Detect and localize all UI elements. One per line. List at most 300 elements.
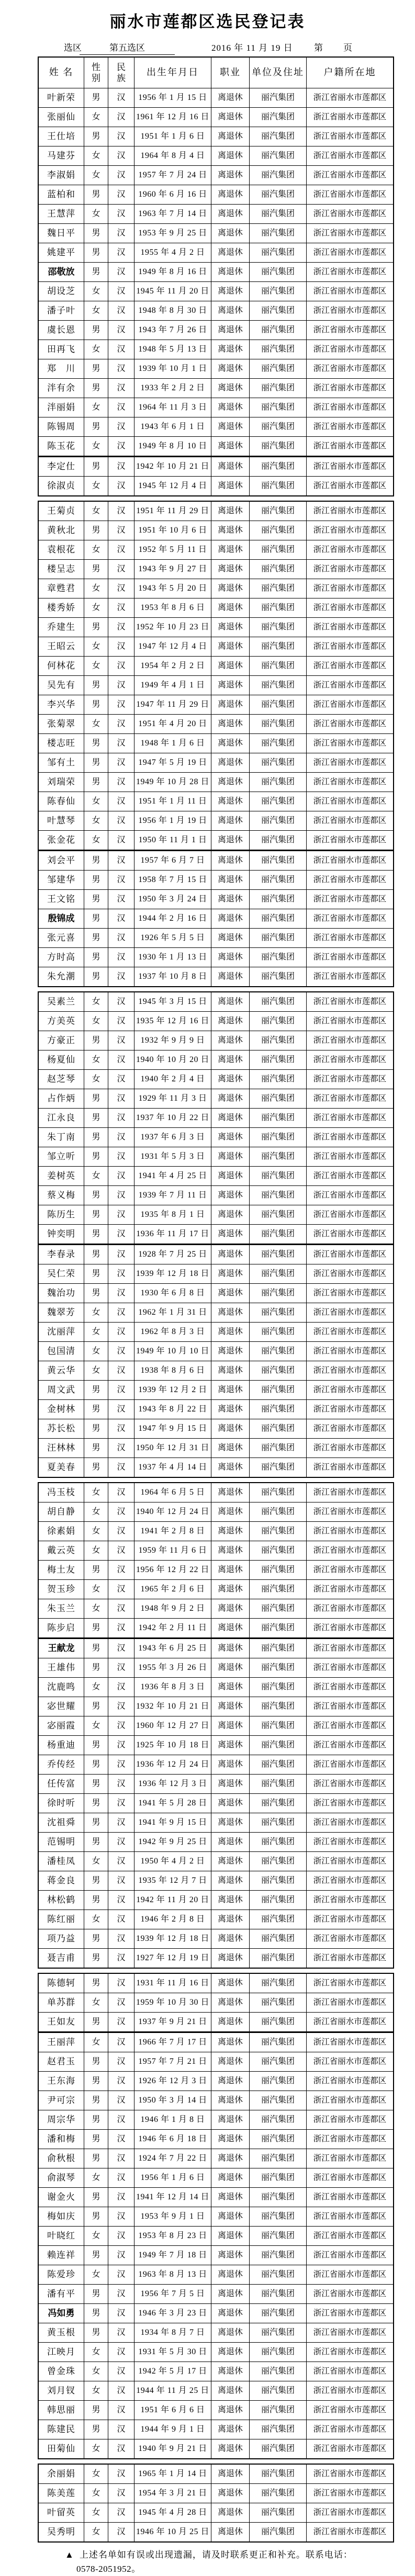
name-cell: 王慧萍 [39, 205, 84, 223]
gender-cell: 女 [84, 1522, 108, 1541]
unit-cell: 丽汽集团 [250, 185, 307, 204]
occupation-cell: 离退休 [211, 166, 250, 185]
row-group [39, 2465, 393, 2541]
gender-cell: 男 [84, 1128, 108, 1147]
ethnicity-cell: 汉 [108, 1813, 134, 1832]
occupation-cell: 离退休 [211, 2323, 250, 2342]
table-row [39, 320, 393, 340]
ethnicity-cell: 汉 [108, 205, 134, 223]
gender-cell: 男 [84, 1949, 108, 1968]
occupation-cell: 离退休 [211, 2265, 250, 2284]
unit-cell: 丽汽集团 [250, 1012, 307, 1031]
unit-cell: 丽汽集团 [250, 2323, 307, 2342]
dob-cell: 1942 年 10 月 21 日 [134, 457, 211, 476]
dob-cell: 1949 年 10 月 10 日 [134, 1342, 211, 1361]
unit-cell: 丽汽集团 [250, 2381, 307, 2400]
ethnicity-cell: 汉 [108, 715, 134, 733]
table-row [39, 2071, 393, 2091]
name-cell: 何林花 [39, 657, 84, 675]
ethnicity-cell: 汉 [108, 1439, 134, 1458]
table-row [39, 617, 393, 637]
residence-cell: 浙江省丽水市莲都区 [313, 1133, 387, 1142]
residence-cell: 浙江省丽水市莲都区 [313, 856, 387, 865]
ethnicity-cell: 汉 [108, 792, 134, 811]
residence-cell: 浙江省丽水市莲都区 [313, 1799, 387, 1808]
dob-cell: 1955 年 3 月 26 日 [134, 1658, 211, 1677]
name-cell: 姚建平 [39, 243, 84, 262]
dob-cell: 1941 年 12 月 14 日 [134, 2188, 211, 2207]
occupation-cell: 离退休 [211, 715, 250, 733]
name-cell: 方豪正 [39, 1031, 84, 1050]
table-row [39, 2226, 393, 2245]
table-row [39, 2110, 393, 2129]
name-cell: 郑 川 [39, 359, 84, 378]
ethnicity-cell: 汉 [108, 871, 134, 889]
gender-cell: 男 [84, 1929, 108, 1948]
unit-cell: 丽汽集团 [250, 1522, 307, 1541]
name-cell: 李春录 [39, 1245, 84, 1264]
table-row [39, 1205, 393, 1224]
dob-cell: 1951 年 1 月 6 日 [134, 127, 211, 146]
occupation-cell: 离退休 [211, 1929, 250, 1948]
residence-cell: 浙江省丽水市莲都区 [313, 267, 387, 277]
ethnicity-cell: 汉 [108, 890, 134, 909]
gender-cell: 男 [84, 1561, 108, 1579]
header-ethnicity [108, 58, 134, 88]
row-group [39, 2031, 393, 2458]
gender-cell: 男 [84, 1794, 108, 1813]
unit-cell: 丽汽集团 [250, 2285, 307, 2303]
gender-cell: 女 [84, 477, 108, 495]
gender-cell: 女 [84, 637, 108, 656]
residence-cell: 浙江省丽水市莲都区 [313, 1760, 387, 1769]
gender-cell: 男 [84, 2091, 108, 2110]
ethnicity-cell: 汉 [108, 1716, 134, 1735]
gender-cell: 男 [84, 127, 108, 146]
residence-cell: 浙江省丽水市莲都区 [313, 422, 387, 432]
table-row [39, 714, 393, 733]
table-header-row [39, 58, 393, 88]
name-cell: 俞秋根 [39, 2149, 84, 2168]
gender-cell: 女 [84, 502, 108, 521]
occupation-cell: 离退休 [211, 1852, 250, 1871]
occupation-cell: 离退休 [211, 502, 250, 521]
name-cell: 马建芬 [39, 146, 84, 165]
header-residence: 户籍所在地 [323, 67, 376, 78]
table-row [39, 1599, 393, 1618]
ethnicity-cell: 汉 [108, 2168, 134, 2187]
dob-cell: 1934 年 8 月 7 日 [134, 2323, 211, 2342]
table-row [39, 1541, 393, 1560]
ethnicity-cell: 汉 [108, 243, 134, 262]
ethnicity-cell: 汉 [108, 773, 134, 792]
ethnicity-cell: 汉 [108, 2381, 134, 2400]
ethnicity-cell: 汉 [108, 146, 134, 165]
table-row [39, 2091, 393, 2110]
occupation-cell: 离退休 [211, 1147, 250, 1166]
unit-cell: 丽汽集团 [250, 2246, 307, 2265]
residence-cell: 浙江省丽水市莲都区 [313, 895, 387, 904]
unit-cell: 丽汽集团 [250, 676, 307, 695]
occupation-cell: 离退休 [211, 598, 250, 617]
ethnicity-cell: 汉 [108, 1342, 134, 1361]
occupation-cell: 离退休 [211, 1070, 250, 1089]
name-cell: 聂吉甫 [39, 1949, 84, 1968]
occupation-cell: 离退休 [211, 1580, 250, 1599]
gender-cell: 女 [84, 2033, 108, 2052]
table-section-4 [38, 1482, 394, 1969]
gender-cell: 男 [84, 321, 108, 340]
occupation-cell: 离退休 [211, 1522, 250, 1541]
table-row [39, 870, 393, 889]
ethnicity-cell: 汉 [108, 1639, 134, 1658]
occupation-cell: 离退休 [211, 773, 250, 792]
dob-cell: 1953 年 9 月 1 日 [134, 2207, 211, 2226]
dob-cell: 1965 年 2 月 6 日 [134, 1580, 211, 1599]
residence-cell: 浙江省丽水市莲都区 [313, 2309, 387, 2318]
gender-cell: 男 [84, 1284, 108, 1303]
occupation-cell: 离退休 [211, 1323, 250, 1341]
unit-cell: 丽汽集团 [250, 2130, 307, 2149]
ethnicity-cell: 汉 [108, 1245, 134, 1264]
name-cell: 冯如勇 [39, 2304, 84, 2323]
gender-cell: 男 [84, 379, 108, 398]
occupation-cell: 离退休 [211, 2168, 250, 2187]
occupation-cell: 离退休 [211, 1775, 250, 1793]
dob-cell: 1956 年 12 月 22 日 [134, 1561, 211, 1579]
table-row [39, 2342, 393, 2362]
residence-cell: 浙江省丽水市莲都区 [313, 953, 387, 962]
gender-cell: 男 [84, 1974, 108, 1993]
name-cell: 钟奕明 [39, 1225, 84, 1244]
residence-cell: 浙江省丽水市莲都区 [313, 325, 387, 335]
dob-cell: 1960 年 6 月 16 日 [134, 185, 211, 204]
dob-cell: 1945 年 4 月 28 日 [134, 2503, 211, 2522]
name-cell: 魏治功 [39, 1284, 84, 1303]
name-cell: 陈建民 [39, 2420, 84, 2439]
ethnicity-cell: 汉 [108, 753, 134, 772]
unit-cell: 丽汽集团 [250, 417, 307, 436]
unit-cell: 丽汽集团 [250, 2265, 307, 2284]
name-cell: 陈德轲 [39, 1974, 84, 1993]
table-row [39, 1166, 393, 1185]
residence-cell: 浙江省丽水市莲都区 [313, 2057, 387, 2066]
occupation-cell: 离退休 [211, 1361, 250, 1380]
dob-cell: 1966 年 7 月 17 日 [134, 2033, 211, 2052]
name-cell: 王丽萍 [39, 2033, 84, 2052]
table-row [39, 1483, 393, 1502]
occupation-cell: 离退休 [211, 1128, 250, 1147]
gender-cell: 男 [84, 618, 108, 637]
residence-cell: 浙江省丽水市莲都区 [313, 2444, 387, 2454]
unit-cell: 丽汽集团 [250, 1323, 307, 1341]
name-cell: 陈美莲 [39, 2484, 84, 2503]
occupation-cell: 离退休 [211, 695, 250, 714]
unit-cell: 丽汽集团 [250, 2304, 307, 2323]
table-row [39, 1224, 393, 1244]
dob-cell: 1939 年 12 月 18 日 [134, 1929, 211, 1948]
name-cell: 徐素娟 [39, 1522, 84, 1541]
occupation-cell: 离退休 [211, 88, 250, 107]
occupation-cell: 离退休 [211, 2523, 250, 2541]
name-cell: 潘和梅 [39, 2130, 84, 2149]
name-cell: 邵敬放 [39, 263, 84, 281]
table-row [39, 2033, 393, 2052]
table-row [39, 830, 393, 850]
residence-cell: 浙江省丽水市莲都区 [313, 2038, 387, 2047]
unit-cell: 丽汽集团 [250, 1658, 307, 1677]
gender-cell: 女 [84, 992, 108, 1011]
dob-cell: 1942 年 5 月 17 日 [134, 2362, 211, 2381]
gender-cell: 男 [84, 263, 108, 281]
occupation-cell: 离退休 [211, 1031, 250, 1050]
gender-cell: 女 [84, 205, 108, 223]
name-cell: 田再飞 [39, 340, 84, 359]
dob-cell: 1932 年 9 月 9 日 [134, 1031, 211, 1050]
residence-cell: 浙江省丽水市莲都区 [313, 2115, 387, 2125]
residence-cell: 浙江省丽水市莲都区 [313, 1857, 387, 1866]
name-cell: 泮有余 [39, 379, 84, 398]
ethnicity-cell: 汉 [108, 1147, 134, 1166]
gender-cell: 男 [84, 1871, 108, 1890]
residence-cell: 浙江省丽水市莲都区 [313, 248, 387, 257]
name-cell: 蓝柏和 [39, 185, 84, 204]
page-number-prefix: 第 [314, 43, 323, 53]
unit-cell: 丽汽集团 [250, 1794, 307, 1813]
occupation-cell: 离退休 [211, 521, 250, 540]
gender-cell: 男 [84, 851, 108, 870]
table-row [39, 502, 393, 521]
gender-cell: 女 [84, 2381, 108, 2400]
name-cell: 李定仕 [39, 457, 84, 476]
unit-cell: 丽汽集团 [250, 1736, 307, 1755]
name-cell: 项乃益 [39, 1929, 84, 1948]
residence-cell: 浙江省丽水市莲都区 [313, 1152, 387, 1161]
unit-cell: 丽汽集团 [250, 1070, 307, 1089]
occupation-cell: 离退休 [211, 2227, 250, 2245]
gender-cell: 男 [84, 2072, 108, 2091]
name-cell: 夏美春 [39, 1458, 84, 1477]
residence-cell: 浙江省丽水市莲都区 [313, 545, 387, 555]
gender-cell: 男 [84, 1458, 108, 1477]
gender-cell: 男 [84, 2149, 108, 2168]
gender-cell: 女 [84, 1599, 108, 1618]
residence-cell: 浙江省丽水市莲都区 [313, 1171, 387, 1181]
unit-cell: 丽汽集团 [250, 2033, 307, 2052]
occupation-cell: 离退休 [211, 1245, 250, 1264]
occupation-cell: 离退休 [211, 2207, 250, 2226]
table-row [39, 1380, 393, 1399]
unit-cell: 丽汽集团 [250, 871, 307, 889]
occupation-cell: 离退休 [211, 1303, 250, 1322]
dob-cell: 1953 年 9 月 25 日 [134, 224, 211, 243]
residence-cell: 浙江省丽水市莲都区 [313, 1644, 387, 1653]
gender-cell: 男 [84, 2052, 108, 2071]
occupation-cell: 离退休 [211, 1205, 250, 1224]
residence-cell: 浙江省丽水市莲都区 [313, 584, 387, 593]
unit-cell: 丽汽集团 [250, 1205, 307, 1224]
table-row [39, 2503, 393, 2522]
gender-cell: 男 [84, 2323, 108, 2342]
dob-cell: 1945 年 3 月 15 日 [134, 992, 211, 1011]
gender-cell: 男 [84, 1109, 108, 1127]
table-row [39, 579, 393, 598]
residence-cell: 浙江省丽水市莲都区 [313, 1837, 387, 1847]
dob-cell: 1942 年 9 月 25 日 [134, 1833, 211, 1851]
dob-cell: 1942 年 11 月 20 日 [134, 1891, 211, 1910]
ethnicity-cell: 汉 [108, 1910, 134, 1929]
dob-cell: 1962 年 8 月 3 日 [134, 1323, 211, 1341]
residence-cell: 浙江省丽水市莲都区 [313, 835, 387, 845]
table-row [39, 2400, 393, 2420]
ethnicity-cell: 汉 [108, 1361, 134, 1380]
ethnicity-cell: 汉 [108, 851, 134, 870]
table-row [39, 398, 393, 417]
gender-cell: 女 [84, 437, 108, 456]
occupation-cell: 离退休 [211, 1541, 250, 1560]
unit-cell: 丽汽集团 [250, 1993, 307, 2012]
ethnicity-cell: 汉 [108, 263, 134, 281]
ethnicity-cell: 汉 [108, 1186, 134, 1205]
occupation-cell: 离退休 [211, 734, 250, 753]
dob-cell: 1940 年 12 月 24 日 [134, 1502, 211, 1521]
table-row [39, 1948, 393, 1968]
ethnicity-cell: 汉 [108, 1458, 134, 1477]
dob-cell: 1955 年 4 月 2 日 [134, 243, 211, 262]
unit-cell: 丽汽集团 [250, 301, 307, 320]
name-cell: 胡设芝 [39, 282, 84, 301]
gender-cell: 女 [84, 1716, 108, 1735]
name-cell: 范锡明 [39, 1833, 84, 1851]
unit-cell: 丽汽集团 [250, 1381, 307, 1399]
unit-cell: 丽汽集团 [250, 1109, 307, 1127]
gender-cell: 男 [84, 1419, 108, 1438]
name-cell: 袁根花 [39, 540, 84, 559]
occupation-cell: 离退休 [211, 2381, 250, 2400]
constituency-label: 选区 [64, 43, 82, 53]
dob-cell: 1946 年 10 月 25 日 [134, 2523, 211, 2541]
occupation-cell: 离退休 [211, 2110, 250, 2129]
ethnicity-cell: 汉 [108, 657, 134, 675]
residence-cell: 浙江省丽水市莲都区 [313, 1308, 387, 1317]
table-row [39, 1011, 393, 1031]
dob-cell: 1948 年 1 月 6 日 [134, 734, 211, 753]
residence-cell: 浙江省丽水市莲都区 [313, 1269, 387, 1279]
occupation-cell: 离退休 [211, 398, 250, 417]
table-row [39, 792, 393, 811]
dob-cell: 1963 年 8 月 13 日 [134, 2265, 211, 2284]
table-row [39, 417, 393, 436]
table-row [39, 889, 393, 909]
occupation-cell: 离退休 [211, 890, 250, 909]
gender-cell: 男 [84, 88, 108, 107]
name-cell: 乔传经 [39, 1755, 84, 1774]
name-cell: 林松鹤 [39, 1891, 84, 1910]
dob-cell: 1930 年 1 月 13 日 [134, 948, 211, 967]
occupation-cell: 离退休 [211, 2091, 250, 2110]
ethnicity-cell: 汉 [108, 734, 134, 753]
dob-cell: 1932 年 10 月 21 日 [134, 1697, 211, 1716]
occupation-cell: 离退休 [211, 2503, 250, 2522]
residence-cell: 浙江省丽水市莲都区 [313, 2134, 387, 2144]
name-cell: 蔡义梅 [39, 1186, 84, 1205]
name-cell: 张金花 [39, 831, 84, 850]
table-row [39, 772, 393, 792]
dob-cell: 1941 年 4 月 25 日 [134, 1167, 211, 1185]
occupation-cell: 离退休 [211, 1502, 250, 1521]
name-cell: 朱玉兰 [39, 1599, 84, 1618]
ethnicity-cell: 汉 [108, 2091, 134, 2110]
occupation-cell: 离退休 [211, 948, 250, 967]
unit-cell: 丽汽集团 [250, 1561, 307, 1579]
ethnicity-cell: 汉 [108, 1599, 134, 1618]
name-cell: 泮丽娟 [39, 398, 84, 417]
occupation-cell: 离退休 [211, 2304, 250, 2323]
unit-cell: 丽汽集团 [250, 1303, 307, 1322]
dob-cell: 1936 年 12 月 3 日 [134, 1775, 211, 1793]
occupation-cell: 离退休 [211, 1697, 250, 1716]
name-cell: 任传富 [39, 1775, 84, 1793]
residence-cell: 浙江省丽水市莲都区 [313, 2425, 387, 2434]
unit-cell: 丽汽集团 [250, 992, 307, 1011]
table-row [39, 281, 393, 301]
gender-cell: 男 [84, 521, 108, 540]
dob-cell: 1959 年 10 月 30 日 [134, 1993, 211, 2012]
unit-cell: 丽汽集团 [250, 2013, 307, 2031]
header-dob: 出生年月日 [134, 58, 211, 88]
ethnicity-cell: 汉 [108, 1929, 134, 1948]
unit-cell: 丽汽集团 [250, 1225, 307, 1244]
unit-cell: 丽汽集团 [250, 340, 307, 359]
ethnicity-cell: 汉 [108, 1775, 134, 1793]
occupation-cell: 离退休 [211, 909, 250, 928]
dob-cell: 1935 年 12 月 16 日 [134, 1012, 211, 1031]
dob-cell: 1946 年 3 月 23 日 [134, 2304, 211, 2323]
occupation-cell: 离退休 [211, 1910, 250, 1929]
occupation-cell: 离退休 [211, 321, 250, 340]
dob-cell: 1927 年 12 月 19 日 [134, 1949, 211, 1968]
dob-cell: 1960 年 12 月 27 日 [134, 1716, 211, 1735]
dob-cell: 1943 年 6 月 1 日 [134, 417, 211, 436]
residence-cell: 浙江省丽水市莲都区 [313, 1036, 387, 1045]
gender-cell: 女 [84, 1012, 108, 1031]
ethnicity-cell: 汉 [108, 831, 134, 850]
table-row [39, 1697, 393, 1716]
unit-cell: 丽汽集团 [250, 1697, 307, 1716]
ethnicity-cell: 汉 [108, 1833, 134, 1851]
name-cell: 杨夏仙 [39, 1050, 84, 1069]
row-group [39, 1637, 393, 1968]
ethnicity-cell: 汉 [108, 2465, 134, 2483]
name-cell: 黄秋北 [39, 521, 84, 540]
residence-cell: 浙江省丽水市莲都区 [313, 1663, 387, 1673]
table-row [39, 992, 393, 1011]
unit-cell: 丽汽集团 [250, 1639, 307, 1658]
gender-cell: 男 [84, 1225, 108, 1244]
unit-cell: 丽汽集团 [250, 1400, 307, 1419]
residence-cell: 浙江省丽水市莲都区 [313, 306, 387, 315]
gender-cell: 男 [84, 1736, 108, 1755]
ethnicity-cell: 汉 [108, 185, 134, 204]
ethnicity-cell: 汉 [108, 1109, 134, 1127]
table-row [39, 1303, 393, 1322]
residence-cell: 浙江省丽水市莲都区 [313, 2367, 387, 2376]
occupation-cell: 离退休 [211, 2439, 250, 2458]
unit-cell: 丽汽集团 [250, 2503, 307, 2522]
residence-cell: 浙江省丽水市莲都区 [313, 661, 387, 671]
residence-cell: 浙江省丽水市莲都区 [313, 1565, 387, 1575]
gender-cell: 女 [84, 398, 108, 417]
